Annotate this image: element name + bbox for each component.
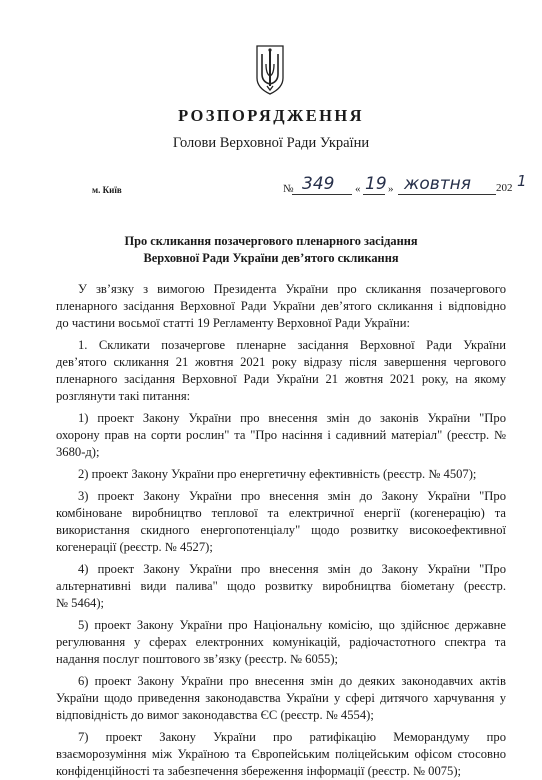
date-close-quote: » [388,183,394,195]
paragraph-subitem-7 [56,729,506,780]
text-line: конфіденційності та забезпечення збереження інформації (реєстр. № 0075); [56,764,462,778]
text-line: 2) проект Закону України про енергетичну ефективність (реєстр. № 4507); [78,467,477,481]
text-line: України щодо приведення законодавства України у сфері дитячого харчування у [56,691,506,705]
text-line: 1) проект Закону України про внесення змін до законів України "Про [78,411,506,425]
paragraph-subitem-2 [56,466,506,483]
document-number: 349 [302,174,335,194]
text-line: використання скидного енергопотенціалу" щодо розвитку високоефективної [56,523,506,537]
text-line: регулювання у сферах електронних комунікацій, радіочастотного спектра та [56,635,506,649]
text-line: відповідність до вимог законодавства ЄС (реєстр. № 4554); [56,708,374,722]
text-line: 3680-д); [56,445,100,459]
month-underline [398,194,496,195]
paragraph-intro [56,281,506,332]
date-day: 19 [365,174,387,194]
number-label: № [283,183,294,195]
paragraph-subitem-1 [56,410,506,461]
year-suffix: 1 [517,172,527,190]
text-line: пленарного засідання Верховної Ради України 21 жовтня 2021 року, на якому [56,372,506,386]
text-line: дев’ятого скликання 21 жовтня 2021 року відразу після завершення чергового [56,355,506,369]
city-label: м. Київ [92,185,122,195]
text-line: № 5464); [56,596,105,610]
day-underline [363,194,385,195]
trident-emblem-icon [254,42,286,96]
year-prefix: 202 [496,182,513,194]
text-line: 6) проект Закону України про внесення змін до деяких законодавчих актів [78,674,506,688]
text-line: надання послуг поштового зв’язку (реєстр. № 6055); [56,652,339,666]
text-line: комбіноване виробництво теплової та електричної енергії (когенерацію) та [56,506,506,520]
text-line: альтернативні види палива" щодо розвитку виробництва біометану (реєстр. [56,579,506,593]
heading-line: Про скликання позачергового пленарного засідання [124,234,418,248]
document-type-title: РОЗПОРЯДЖЕННЯ [178,106,364,125]
paragraph-subitem-6 [56,673,506,724]
number-underline [292,194,352,195]
text-line: 7) проект Закону України про ратифікацію Меморандуму про [78,730,506,744]
text-line: 4) проект Закону України про внесення змін до Закону України "Про [78,562,506,576]
text-line: У зв’язку з вимогою Президента України про скликання позачергового [78,282,506,296]
paragraph-subitem-4 [56,561,506,612]
text-line: взаєморозуміння між Україною та Європейським поліцейським офісом стосовно [56,747,506,761]
paragraph-item-1 [56,337,506,405]
text-line: 5) проект Закону України про Національну комісію, що здійснює державне [78,618,506,632]
text-line: 1. Скликати позачергове пленарне засідання Верховної Ради України [78,338,506,352]
paragraph-subitem-3 [56,488,506,556]
text-line: охорону прав на сорти рослин" та "Про насіння і садивний матеріал" (реєстр. № [56,428,506,442]
document-heading [60,233,482,267]
text-line: 3) проект Закону України про внесення змін до Закону України "Про [78,489,506,503]
document-issuer: Голови Верховної Ради України [172,135,370,151]
paragraph-subitem-5 [56,617,506,668]
text-line: когенерації (реєстр. № 4527); [56,540,213,554]
heading-line: Верховної Ради України дев’ятого скликання [143,251,399,265]
text-line: розглянути такі питання: [56,389,191,403]
document-body [56,281,506,780]
date-open-quote: « [355,183,361,195]
date-month: жовтня [404,174,471,194]
text-line: до частини восьмої статті 19 Регламенту Верховної Ради України: [56,316,410,330]
text-line: пленарного засідання Верховної Ради України дев’ятого скликання і відповідно [56,299,506,313]
